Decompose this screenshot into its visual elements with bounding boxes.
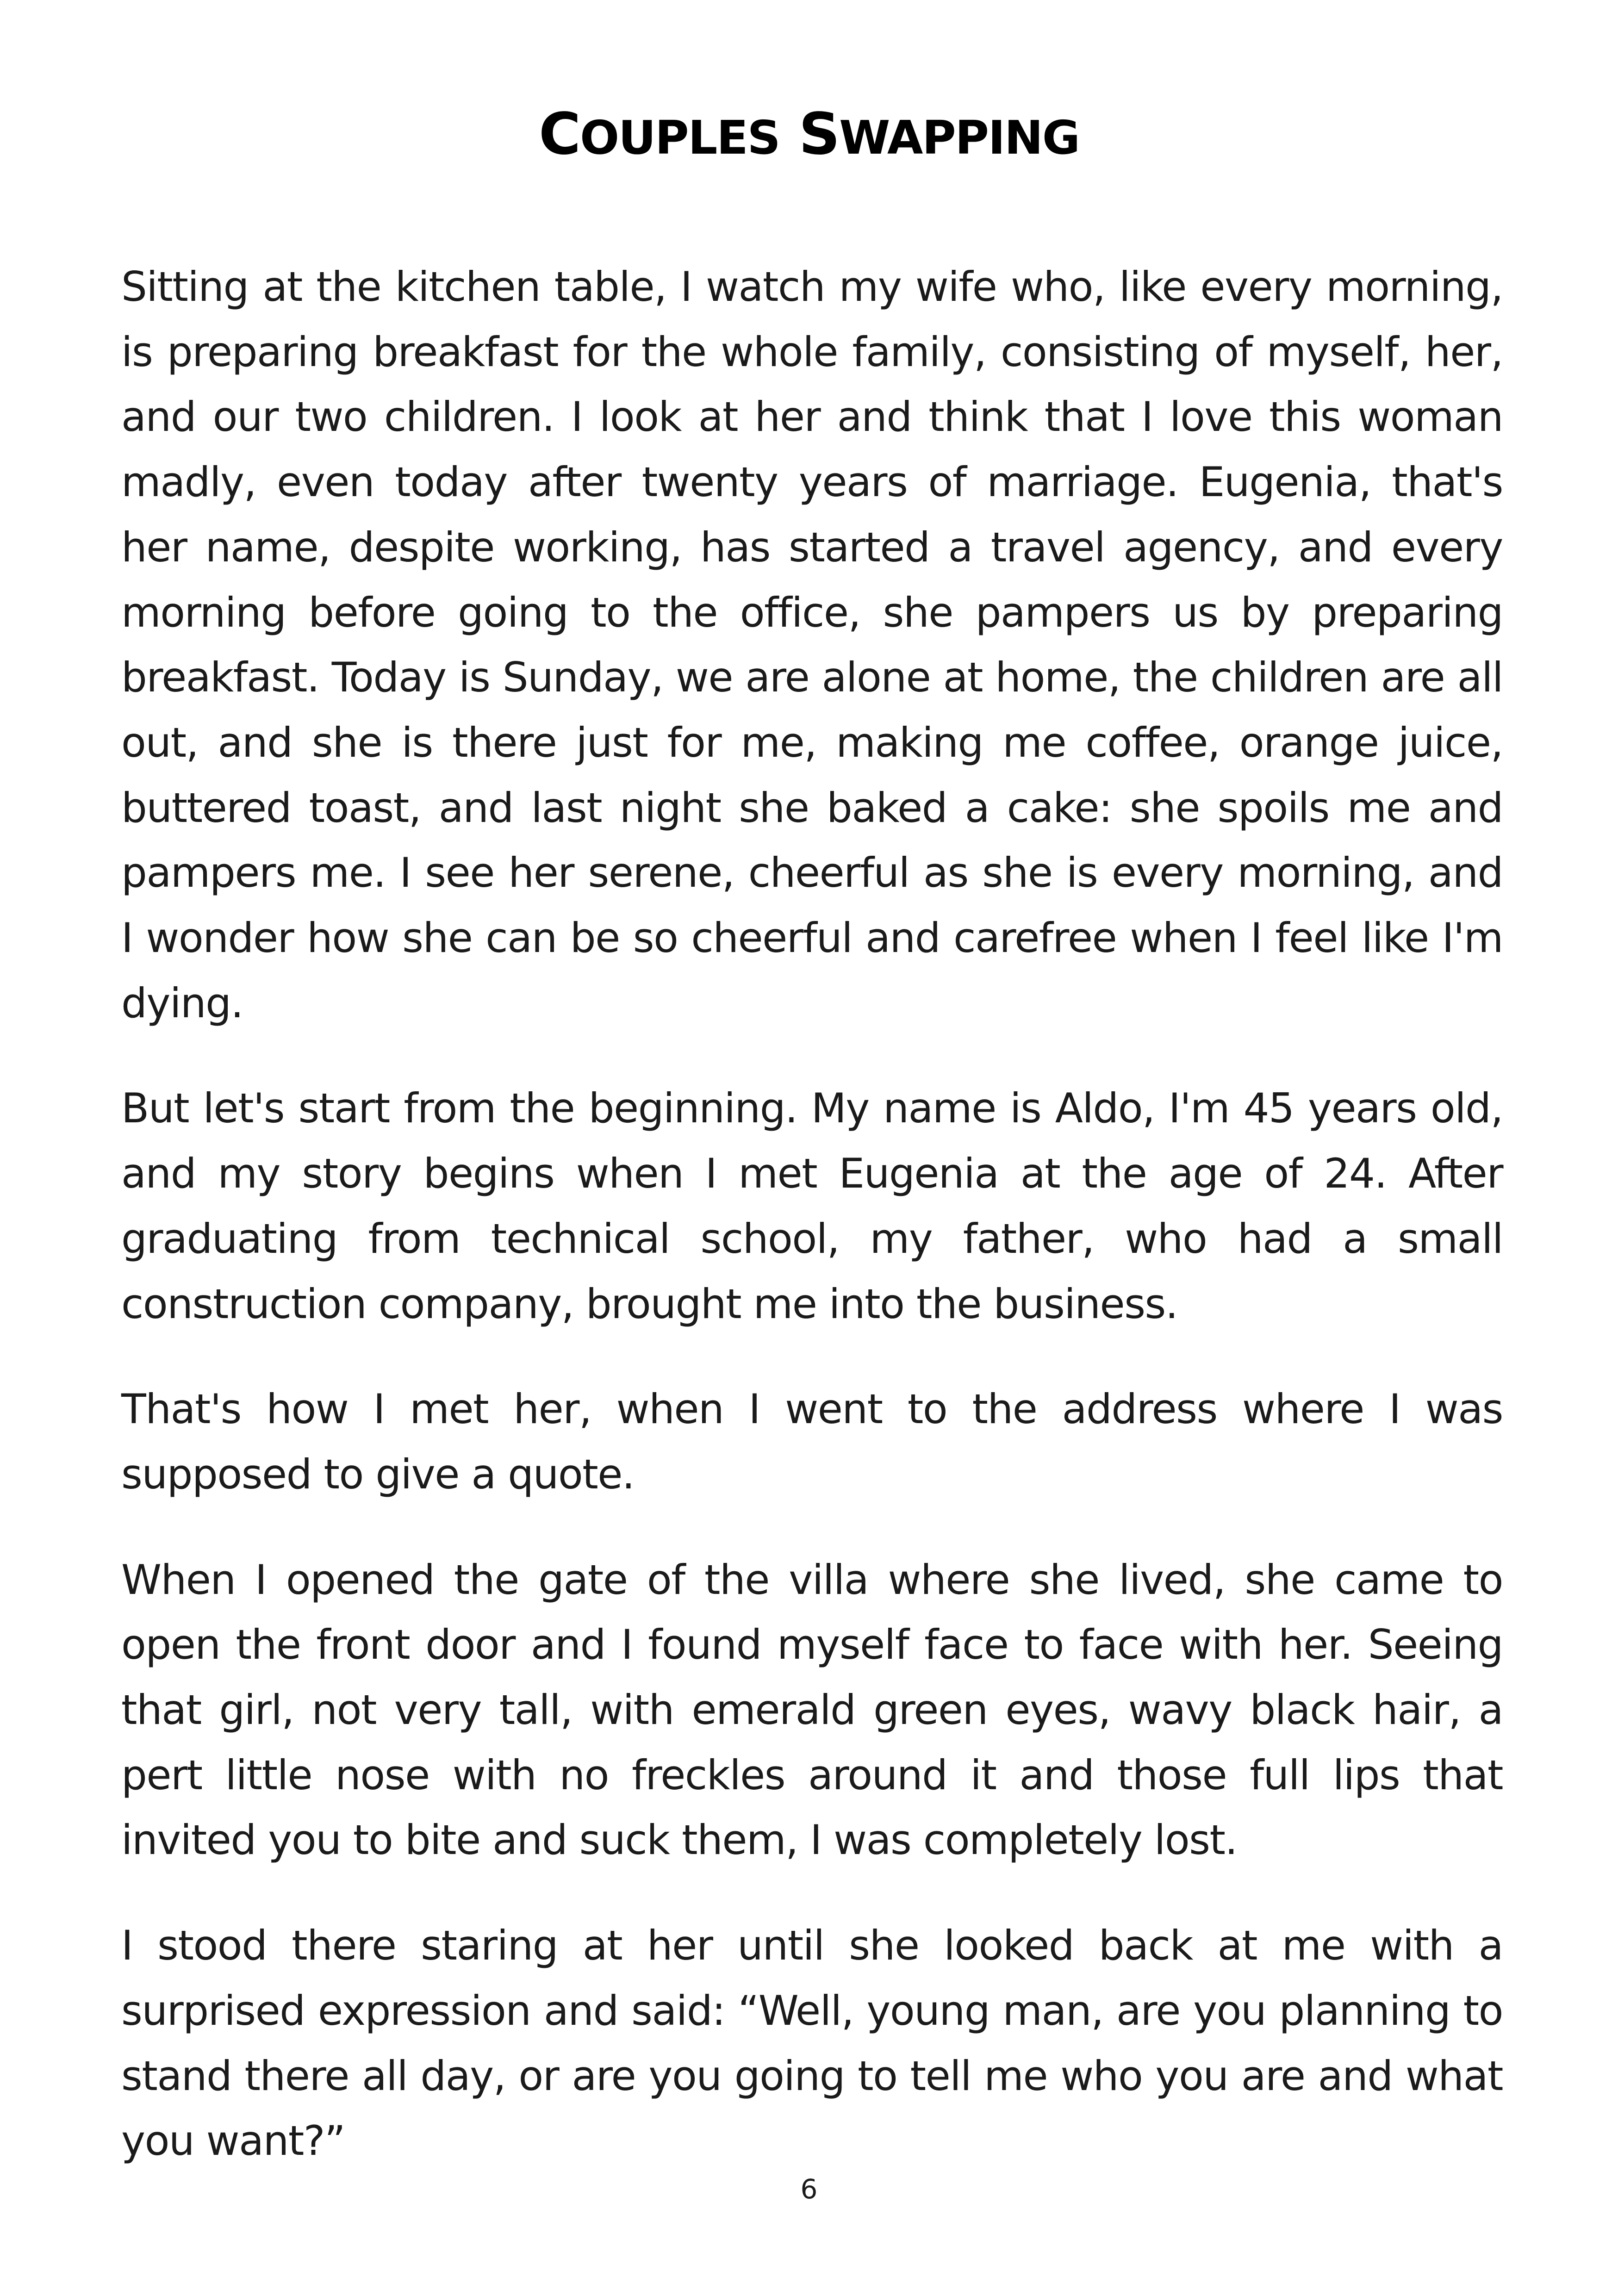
paragraph-4: When I opened the gate of the villa where she lived, she came to open the front door and I found myself face to face with her. Seeing that girl, not very tall, with emerald green eyes, wavy black hair, a pert little nose with no freckles around it and those full lips that invited you to bite and suck them, I was completely lost. xyxy=(121,1556,1503,1864)
paragraph-5: I stood there staring at her until she looked back at me with a surprised expression and said: “Well, young man, are you planning to stand there all day, or are you going to tell me who you are and what you want?” xyxy=(121,1922,1503,2165)
title-initial-s: S xyxy=(798,101,840,168)
paragraph-3: That's how I met her, when I went to the address where I was supposed to give a quote. xyxy=(121,1385,1503,1498)
title-word-1-rest: OUPLES xyxy=(580,111,780,165)
chapter-title xyxy=(0,100,1618,173)
paragraph-1: Sitting at the kitchen table, I watch my wife who, like every morning, is preparing breakfast for the whole family, consisting of myself, her, and our two children. I look at her and think that I love this woman madly, even today after twenty years of marriage. Eugenia, that's her name, despite working, has started a travel agency, and every morning before going to the office, she pampers us by preparing breakfast. Today is Sunday, we are alone at home, the children are all out, and she is there just for me, making me coffee, orange juice, buttered toast, and last night she baked a cake: she spoils me and pampers me. I see her serene, cheerful as she is every morning, and I wonder how she can be so cheerful and carefree when I feel like I'm dying. xyxy=(121,263,1503,1027)
page-number: 6 xyxy=(800,2173,818,2205)
chapter-body xyxy=(121,255,1503,2174)
title-initial-c: C xyxy=(539,101,580,168)
title-word-2-rest: WAPPING xyxy=(839,111,1079,165)
paragraph-2: But let's start from the beginning. My name is Aldo, I'm 45 years old, and my story begins when I met Eugenia at the age of 24. After graduating from technical school, my father, who had a small construction company, brought me into the business. xyxy=(121,1084,1503,1328)
